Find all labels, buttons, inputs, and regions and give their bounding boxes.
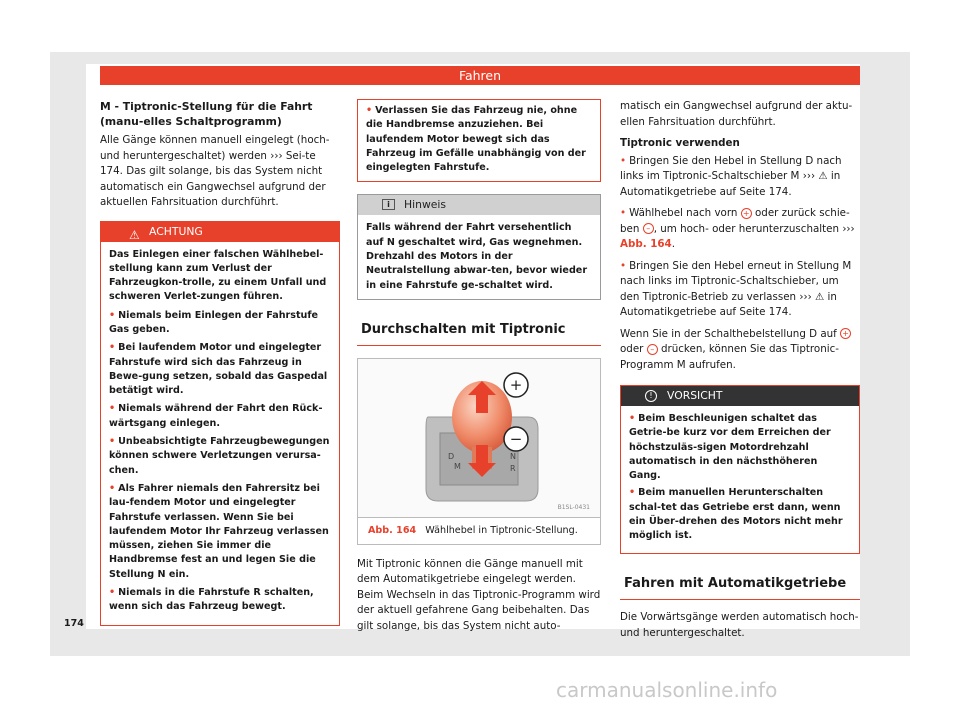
warning-title: ACHTUNG: [149, 224, 203, 238]
warning-intro: Das Einlegen einer falschen Wählhebel-stellung kann zum Verlust der Fahrzeugkon-trolle, zu einem Unfall und schweren Verlet-zungen führen.: [109, 248, 327, 303]
hint-title: Hinweis: [404, 198, 447, 212]
svg-text:−: −: [509, 430, 523, 449]
bullet-icon: •: [109, 403, 116, 415]
step-item: • Wählhebel nach vorn + oder zurück schie-ben – , um hoch- oder herunterzuschalten ››› Abb. 164.: [620, 207, 855, 250]
minus-button-icon: –: [643, 223, 654, 234]
warning-icon: ⚠: [129, 227, 140, 242]
plus-button-icon: +: [741, 208, 752, 219]
minus-button-icon: –: [647, 344, 658, 355]
warning-box: [100, 221, 340, 626]
bullet-icon: •: [366, 105, 373, 116]
column-middle: [357, 99, 601, 640]
warning-body: [101, 242, 339, 625]
column-left: [100, 99, 340, 626]
body-paragraph: Alle Gänge können manuell eingelegt (hoch- und heruntergeschaltet) werden ››› Sei-te 174. Das gilt solange, bis das System nicht automatisch ein Gangwechsel aufgrund der aktuellen Fahrsituation durchführt.: [100, 134, 330, 208]
caution-title: VORSICHT: [667, 389, 723, 402]
page-header: Fahren: [100, 66, 860, 85]
body-paragraph: matisch ein Gangwechsel aufgrund der aktu-ellen Fahrsituation durchführt.: [620, 100, 853, 128]
warning-header: [101, 222, 339, 242]
hint-header: [358, 195, 600, 215]
body-paragraph: Mit Tiptronic können die Gänge manuell mit dem Automatikgetriebe eingelegt werden. Beim Wechseln in das Tiptronic-Programm wird der aktuell gefahrene Gang beibehalten. Das gilt solange, bis das System nicht auto-: [357, 557, 601, 632]
figure-number: Abb. 164: [368, 525, 417, 537]
column-right: [620, 99, 860, 647]
bullet-icon: •: [109, 587, 116, 599]
body-paragraph: Wenn Sie in der Schalthebelstellung D auf + oder – drücken, können Sie das Tiptronic-Programm M aufrufen.: [620, 327, 860, 374]
gear-label-n: N: [510, 452, 516, 462]
caution-box: [620, 385, 860, 554]
caution-item: • Beim manuellen Herunterschalten schal-tet das Getriebe erst dann, wenn ein Über-drehen des Motors nicht mehr möglich ist.: [629, 487, 843, 542]
gear-label-m: M: [454, 462, 461, 472]
bullet-icon: •: [109, 342, 116, 354]
hint-body: Falls während der Fahrt versehentlich auf N geschaltet wird, Gas wegnehmen. Drehzahl des Motors in der Neutralstellung abwar-ten, bevor wieder in eine Fahrstufe ge-schaltet wird.: [366, 222, 588, 291]
bullet-icon: •: [620, 154, 627, 167]
warning-item: • Niemals in die Fahrstufe R schalten, wenn sich das Fahrzeug bewegt.: [109, 587, 314, 613]
gear-label-r: R: [510, 464, 516, 474]
warning-item: • Bei laufendem Motor und eingelegter Fahrstufe wird sich das Fahrzeug in Bewe-gung setzen, sobald das Gaspedal betätigt wird.: [109, 342, 328, 397]
caution-item: • Beim Beschleunigen schaltet das Getrie-be kurz vor dem Erreichen der höchstzuläs-sigen Motordrehzahl automatisch in den nächsthöheren Gang.: [629, 413, 831, 482]
page-number: 174: [64, 618, 84, 629]
bullet-icon: •: [109, 309, 116, 321]
gear-label-d: D: [448, 452, 455, 462]
warning-item: • Unbeabsichtigte Fahrzeugbewegungen können schwere Verletzungen verursa-chen.: [109, 436, 330, 476]
bullet-icon: •: [109, 436, 116, 448]
caution-icon: !: [645, 390, 657, 402]
warning-item: • Als Fahrer niemals den Fahrersitz bei lau-fendem Motor und eingelegter Fahrstufe verlassen. Wenn Sie bei laufendem Motor Ihr Fahrzeug verlassen müssen, ziehen Sie immer die Handbremse fest an und legen Sie die Stellung N ein.: [109, 482, 329, 580]
caution-header: [621, 386, 859, 406]
section-title: Durchschalten mit Tiptronic: [357, 322, 601, 347]
bullet-icon: •: [629, 487, 636, 499]
step-item: • Bringen Sie den Hebel erneut in Stellung M nach links im Tiptronic-Schaltschieber, um den Tiptronic-Betrieb zu verlassen ››› ⚠ in Automatikgetriebe auf Seite 174.: [620, 259, 852, 318]
info-icon: i: [382, 199, 395, 210]
bullet-icon: •: [620, 207, 627, 219]
subheading: Tiptronic verwenden: [620, 137, 740, 149]
hint-box: [357, 194, 601, 299]
warning-item: • Niemals während der Fahrt den Rück-wärtsgang einlegen.: [109, 403, 323, 429]
bullet-icon: •: [109, 482, 116, 494]
figure-code: B1SL-0431: [557, 504, 590, 512]
bullet-icon: •: [629, 413, 636, 424]
watermark: carmanualsonline.info: [556, 678, 778, 702]
body-paragraph: Die Vorwärtsgänge werden automatisch hoch- und heruntergeschaltet.: [620, 611, 859, 639]
figure-reference-link[interactable]: Abb. 164: [620, 238, 672, 250]
section-title: Fahren mit Automatikgetriebe: [620, 576, 860, 601]
gear-lever-illustration: [358, 359, 600, 517]
bullet-icon: •: [620, 259, 627, 272]
svg-text:+: +: [509, 376, 523, 395]
figure-caption: [357, 518, 601, 545]
figure-caption-text: Wählhebel in Tiptronic-Stellung.: [425, 525, 578, 537]
warning-continued: • Verlassen Sie das Fahrzeug nie, ohne die Handbremse anzuziehen. Bei laufendem Motor bewegt sich das Fahrzeug im Gefälle unabhängig von der eingelegten Fahrstufe.: [357, 99, 601, 182]
warning-item: • Niemals beim Einlegen der Fahrstufe Gas geben.: [109, 309, 319, 335]
step-item: • Bringen Sie den Hebel in Stellung D nach links im Tiptronic-Schaltschieber M ››› ⚠ in Automatikgetriebe auf Seite 174.: [620, 154, 842, 198]
section-heading: M - Tiptronic-Stellung für die Fahrt (manu-elles Schaltprogramm): [100, 100, 313, 128]
plus-button-icon: +: [840, 328, 851, 339]
figure-gear-lever: [357, 358, 601, 518]
caution-body: [621, 406, 859, 553]
